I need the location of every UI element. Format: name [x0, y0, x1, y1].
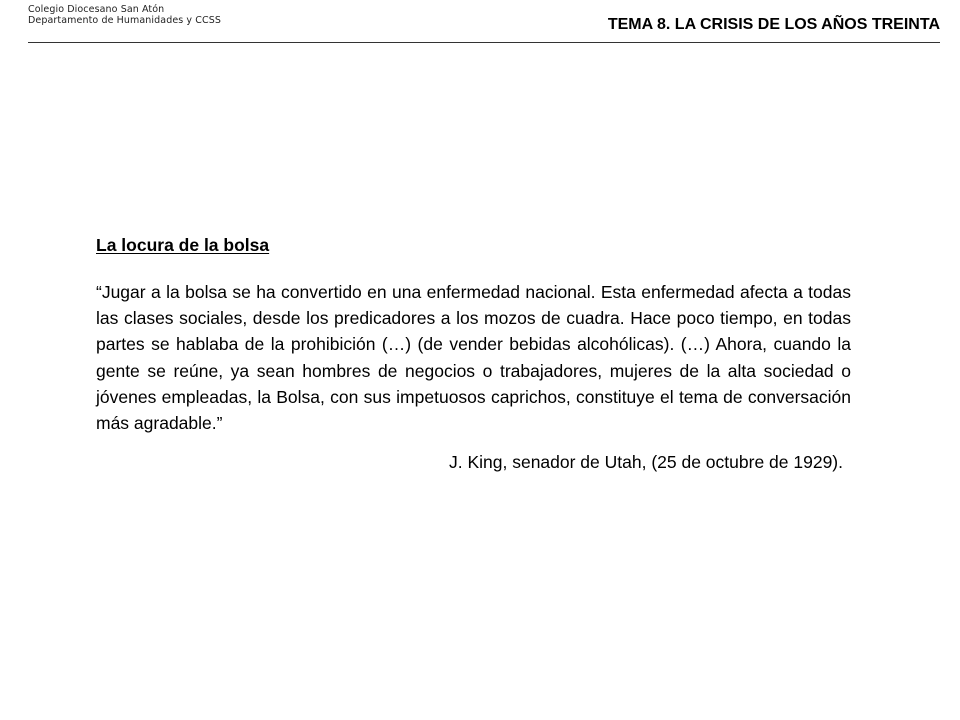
document-body — [96, 233, 851, 474]
topic-title: TEMA 8. LA CRISIS DE LOS AÑOS TREINTA — [607, 16, 940, 33]
header-divider — [28, 42, 940, 43]
section-title: La locura de la bolsa — [96, 235, 270, 255]
school-name: Colegio Diocesano San Atón — [28, 4, 165, 15]
quote-text: “Jugar a la bolsa se ha convertido en una enfermedad nacional. Esta enfermedad afecta a todas las clases sociales, desde los predicadores a los mozos de cuadra. Hace poco tiempo, en todas partes se hablaba de la prohibición (…) (de vender bebidas alcohólicas). (…) Ahora, cuando la gente se reúne, ya sean hombres de negocios o trabajadores, mujeres de la alta sociedad o jóvenes empleadas, la Bolsa, con sus impetuosos caprichos, constituye el tema de conversación más agradable.” — [96, 282, 851, 434]
quote-attribution: J. King, senador de Utah, (25 de octubre de 1929). — [448, 452, 843, 473]
department-name: Departamento de Humanidades y CCSS — [28, 15, 222, 26]
school-header — [28, 4, 221, 26]
